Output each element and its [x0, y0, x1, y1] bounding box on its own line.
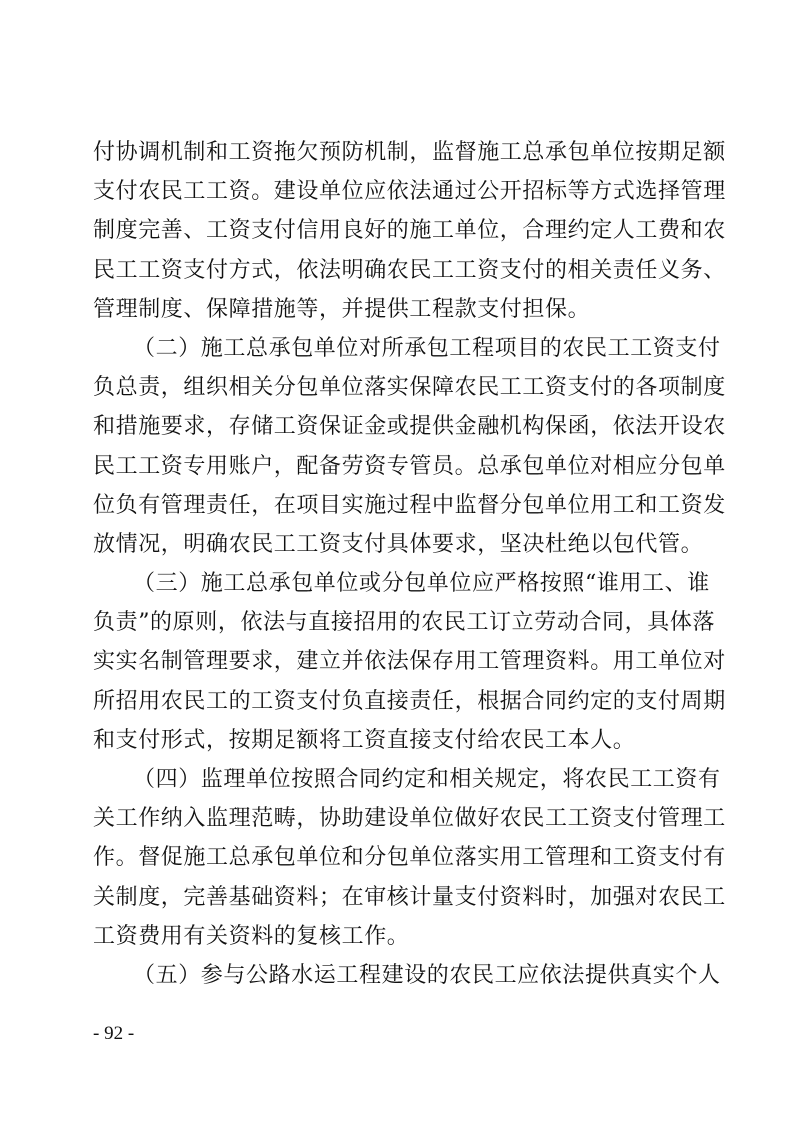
- text-line: 民工工资支付方式，依法明确农民工工资支付的相关责任义务、: [93, 257, 726, 283]
- text-line: 实实名制管理要求，建立并依法保存用工管理资料。用工单位对: [93, 649, 726, 675]
- text-line: 工资费用有关资料的复核工作。: [93, 923, 410, 949]
- text-line: 民工工资专用账户，配备劳资专管员。总承包单位对相应分包单: [93, 453, 726, 479]
- body-text: [93, 133, 726, 995]
- text-line: 支付农民工工资。建设单位应依法通过公开招标等方式选择管理: [93, 179, 726, 205]
- text-line: 放情况，明确农民工工资支付具体要求，坚决杜绝以包代管。: [93, 531, 704, 557]
- text-line: 负总责，组织相关分包单位落实保障农民工工资支付的各项制度: [93, 375, 726, 401]
- text-line: 作。督促施工总承包单位和分包单位落实用工管理和工资支付有: [93, 845, 726, 871]
- text-line: （二）施工总承包单位对所承包工程项目的农民工工资支付: [133, 335, 721, 361]
- text-line: （五）参与公路水运工程建设的农民工应依法提供真实个人: [133, 962, 721, 988]
- text-line: 和支付形式，按期足额将工资直接支付给农民工本人。: [93, 727, 636, 753]
- text-line: 关制度，完善基础资料；在审核计量支付资料时，加强对农民工: [93, 884, 726, 910]
- text-line: 制度完善、工资支付信用良好的施工单位，合理约定人工费和农: [93, 218, 726, 244]
- text-line: （三）施工总承包单位或分包单位应严格按照“谁用工、谁: [133, 571, 710, 597]
- text-line: 和措施要求，存储工资保证金或提供金融机构保函，依法开设农: [93, 414, 726, 440]
- text-line: 付协调机制和工资拖欠预防机制，监督施工总承包单位按期足额: [93, 140, 726, 165]
- page-number: - 92 -: [93, 1023, 135, 1044]
- text-line: 负责”的原则，依法与直接招用的农民工订立劳动合同，具体落: [93, 610, 716, 636]
- text-line: 管理制度、保障措施等，并提供工程款支付担保。: [93, 296, 591, 322]
- text-line: （四）监理单位按照合同约定和相关规定，将农民工工资有: [133, 767, 721, 792]
- text-line: 所招用农民工的工资支付负直接责任，根据合同约定的支付周期: [93, 688, 726, 714]
- text-line: 关工作纳入监理范畴，协助建设单位做好农民工工资支付管理工: [93, 806, 726, 832]
- text-line: 位负有管理责任，在项目实施过程中监督分包单位用工和工资发: [93, 492, 726, 518]
